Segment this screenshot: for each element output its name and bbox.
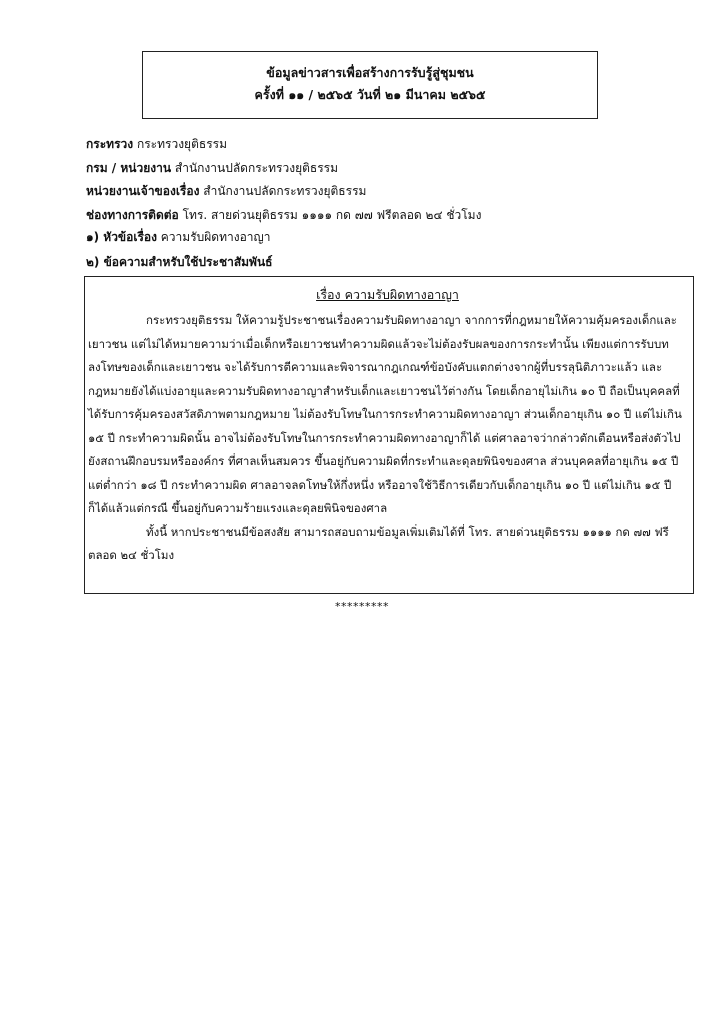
- end-marker: *********: [335, 600, 389, 613]
- meta-contact-value: โทร. สายด่วนยุติธรรม ๑๑๑๑ กด ๗๗ ฟรีตลอด ๒๔ ชั่วโมง: [182, 207, 482, 222]
- section-pr: [86, 253, 273, 272]
- section-topic-value: ความรับผิดทางอาญา: [160, 230, 271, 244]
- section-topic-label: ๑) หัวข้อเรื่อง: [86, 230, 157, 244]
- content-paragraph-1: [88, 309, 687, 521]
- content-paragraph-2-text: ทั้งนี้ หากประชาชนมีข้อสงสัย สามารถสอบถามข้อมูลเพิ่มเติมได้ที่ โทร. สายด่วนยุติธรรม ๑๑๑๑ กด ๗๗ ฟรีตลอด ๒๔ ชั่วโมง: [88, 524, 669, 562]
- header-title: ข้อมูลข่าวสารเพื่อสร้างการรับรู้สู่ชุมชน: [266, 65, 474, 80]
- header-issue-date: ครั้งที่ ๑๑ / ๒๕๖๕ วันที่ ๒๑ มีนาคม ๒๕๖๕: [254, 87, 486, 102]
- meta-block: [86, 133, 646, 227]
- meta-owner: [86, 180, 646, 204]
- meta-contact-label: ช่องทางการติดต่อ: [86, 207, 179, 222]
- content-paragraph-1-text: กระทรวงยุติธรรม ให้ความรู้ประชาชนเรื่องความรับผิดทางอาญา จากการที่กฎหมายให้ความคุ้มครองเด็กและเยาวชน แต่ไม่ได้หมายความว่าเมื่อเด็กหรือเยาวชนทำความผิดแล้วจะไม่ต้องรับผลของการกระทำนั้น เพียงแต่การรับบทลงโทษของเด็กและเยาวชน จะได้รับการตีความและพิจารณากฎเกณฑ์ข้อบังคับแตกต่างจากผู้ที่บรรลุนิติภาวะแล้ว และกฎหมายยังได้แบ่งอายุและความรับผิดทางอาญาสำหรับเด็กและเยาวชนไว้ต่างกัน โดยเด็กอายุไม่เกิน ๑๐ ปี ถือเป็นบุคคลที่ได้รับการคุ้มครองสวัสดิภาพตามกฎหมาย ไม่ต้องรับโทษในการกระทำความผิดทางอาญา ส่วนเด็กอายุเกิน ๑๐ ปี แต่ไม่เกิน ๑๕ ปี กระทำความผิดนั้น อาจไม่ต้องรับโทษในการกระทำความผิดทางอาญาก็ได้ แต่ศาลอาจว่ากล่าวตักเตือนหรือส่งตัวไปยังสถานฝึกอบรมหรือองค์กร ที่ศาลเห็นสมควร ขึ้นอยู่กับความผิดที่กระทำและดุลยพินิจของศาล ส่วนบุคคลที่อายุเกิน ๑๕ ปี แต่ต่ำกว่า ๑๘ ปี กระทำความผิด ศาลอาจลดโทษให้กึ่งหนึ่ง หรืออาจใช้วิธีการเดียวกับเด็กอายุเกิน ๑๐ ปี แต่ไม่เกิน ๑๕ ปี ก็ได้แล้วแต่กรณี ขึ้นอยู่กับความร้ายแรงและดุลยพินิจของศาล: [88, 313, 682, 515]
- header-box: [142, 51, 598, 119]
- section-pr-label: ๒) ข้อความสำหรับใช้ประชาสัมพันธ์: [86, 255, 273, 269]
- content-paragraph-2: [88, 521, 687, 568]
- section-topic: [86, 228, 271, 247]
- meta-ministry-value: กระทรวงยุติธรรม: [136, 137, 227, 151]
- meta-department: [86, 157, 646, 181]
- meta-contact: [86, 204, 646, 228]
- meta-ministry: [86, 133, 646, 157]
- meta-department-label: กรม / หน่วยงาน: [86, 160, 172, 175]
- meta-owner-label: หน่วยงานเจ้าของเรื่อง: [86, 184, 200, 198]
- meta-department-value: สำนักงานปลัดกระทรวงยุติธรรม: [174, 160, 339, 175]
- content-title: เรื่อง ความรับผิดทางอาญา: [316, 287, 459, 302]
- content-box: [84, 276, 694, 594]
- meta-ministry-label: กระทรวง: [86, 137, 134, 151]
- meta-owner-value: สำนักงานปลัดกระทรวงยุติธรรม: [203, 184, 367, 198]
